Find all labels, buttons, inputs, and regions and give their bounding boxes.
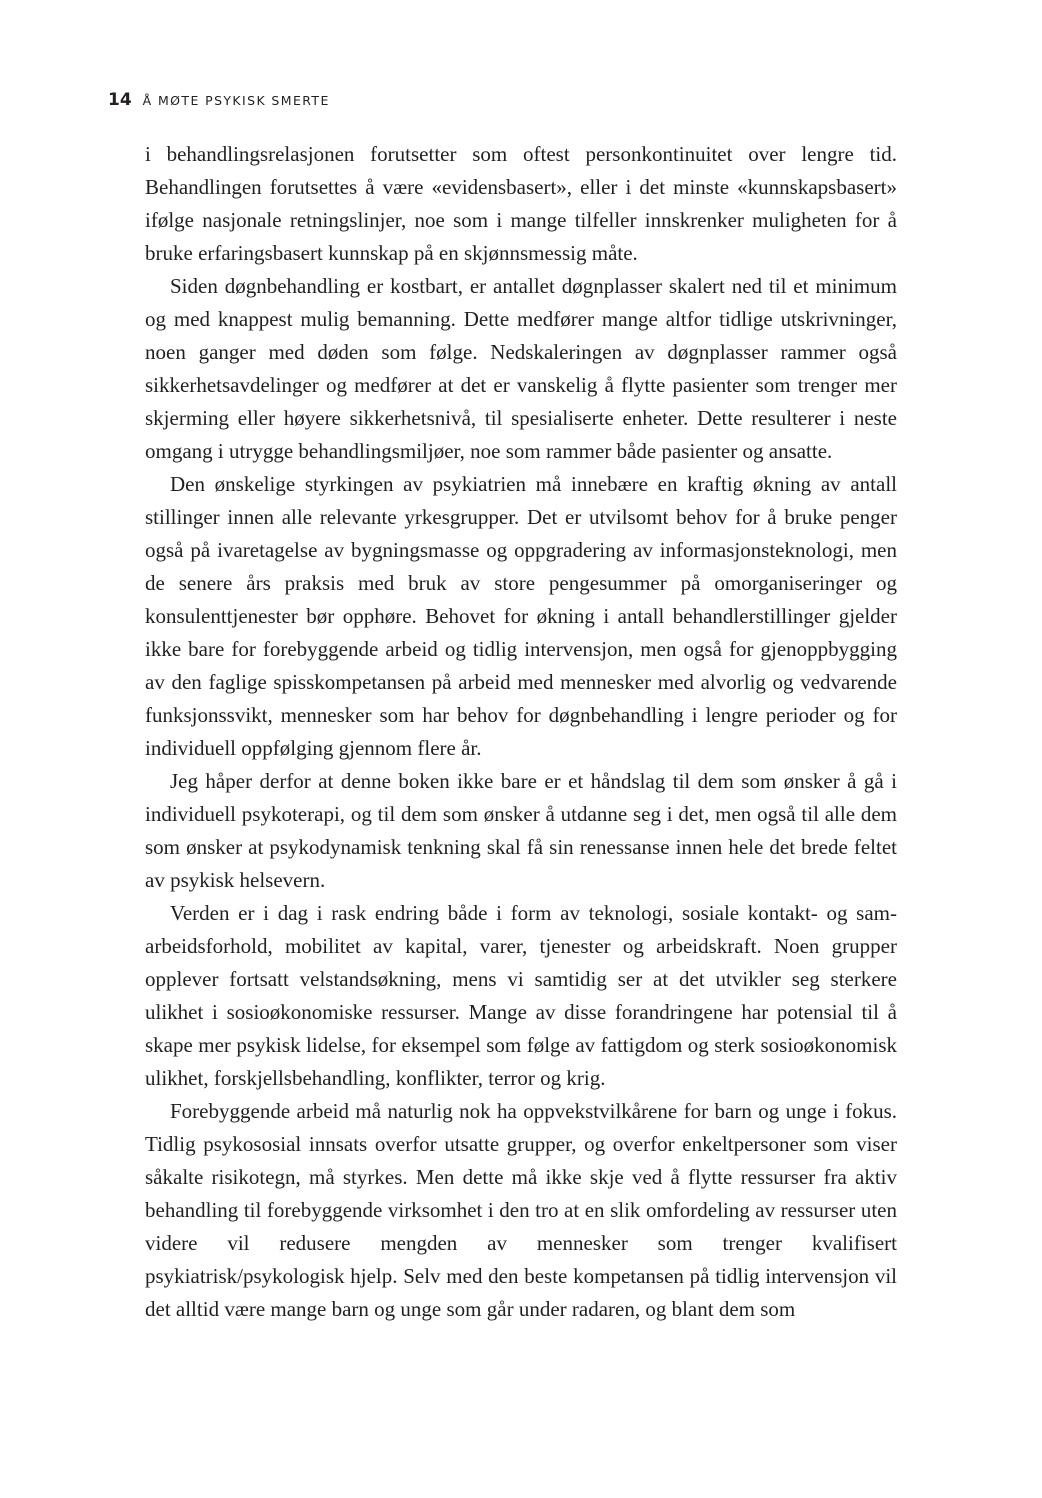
page-number: 14 (108, 90, 132, 110)
running-head (108, 90, 330, 114)
paragraph-continued: i behandlingsrelasjonen forutsetter som oftest personkontinuitet over lengre tid. Behandlingen forutsettes å være «evidensbasert», eller i det minste «kunnskapsbasert» ifølge nasjonale retningslinjer, noe som i mange tilfeller innskrenker muligheten for å bruke erfaringsbasert kunnskap på en skjønnsmessig måte. (145, 142, 897, 265)
paragraph: Siden døgnbehandling er kostbart, er antallet døgnplasser skalert ned til et minimum og med knappest mulig bemanning. Dette medfører mange altfor tidlige utskrivninger, noen ganger med døden som følge. Nedskaleringen av døgnplasser rammer også sikkerhetsavdelinger og medfører at det er vanskelig å flytte pasienter som trenger mer skjerming eller høyere sikkerhetsnivå, til spesialiserte enheter. Dette resulterer i neste omgang i utrygge behandlingsmiljøer, noe som rammer både pasienter og ansatte. (145, 274, 897, 463)
body-text (145, 138, 897, 1326)
paragraph: Jeg håper derfor at denne boken ikke bare er et håndslag til dem som ønsker å gå i individuell psykoterapi, og til dem som ønsker å utdanne seg i det, men også til alle dem som ønsker at psykodynamisk tenkning skal få sin renessanse innen hele det brede feltet av psykisk helsevern. (145, 769, 897, 892)
paragraph: Den ønskelige styrkingen av psykiatrien må innebære en kraftig økning av antall stillinger innen alle relevante yrkesgrupper. Det er utvilsomt behov for å bruke penger også på ivaretagelse av bygningsmasse og oppgradering av informasjonsteknologi, men de senere års praksis med bruk av store pengesummer på omorganiseringer og konsulenttjenester bør opphøre. Behovet for økning i antall behandlerstillinger gjelder ikke bare for forebyggende arbeid og tidlig intervensjon, men også for gjenoppbygging av den faglige spisskompetansen på arbeid med mennesker med alvorlig og vedvarende funksjonssvikt, mennesker som har behov for døgnbehandling i lengre perioder og for individuell oppfølging gjennom flere år. (145, 472, 897, 760)
running-title: Å MØTE PSYKISK SMERTE (142, 93, 330, 108)
paragraph: Verden er i dag i rask endring både i form av teknologi, sosiale kontakt- og samarbeidsforhold, mobilitet av kapital, varer, tjenester og arbeidskraft. Noen grupper opplever fortsatt velstandsøkning, mens vi samtidig ser at det utvikler seg sterkere ulikhet i sosioøkonomiske ressurser. Mange av disse forandringene har potensial til å skape mer psykisk lidelse, for eksempel som følge av fattigdom og sterk sosioøkonomisk ulikhet, forskjellsbehandling, konflikter, terror og krig. (145, 901, 897, 1090)
paragraph: Forebyggende arbeid må naturlig nok ha oppvekstvilkårene for barn og unge i fokus. Tidlig psykososial innsats overfor utsatte grupper, og overfor enkeltpersoner som viser såkalte risikotegn, må styrkes. Men dette må ikke skje ved å flytte ressurser fra aktiv behandling til forebyggende virksomhet i den tro at en slik omfordeling av ressurser uten videre vil redusere mengden av mennesker som trenger kvalifisert psykiatrisk/psykologisk hjelp. Selv med den beste kompetansen på tidlig intervensjon vil det alltid være mange barn og unge som går under radaren, og blant dem som (145, 1099, 897, 1321)
